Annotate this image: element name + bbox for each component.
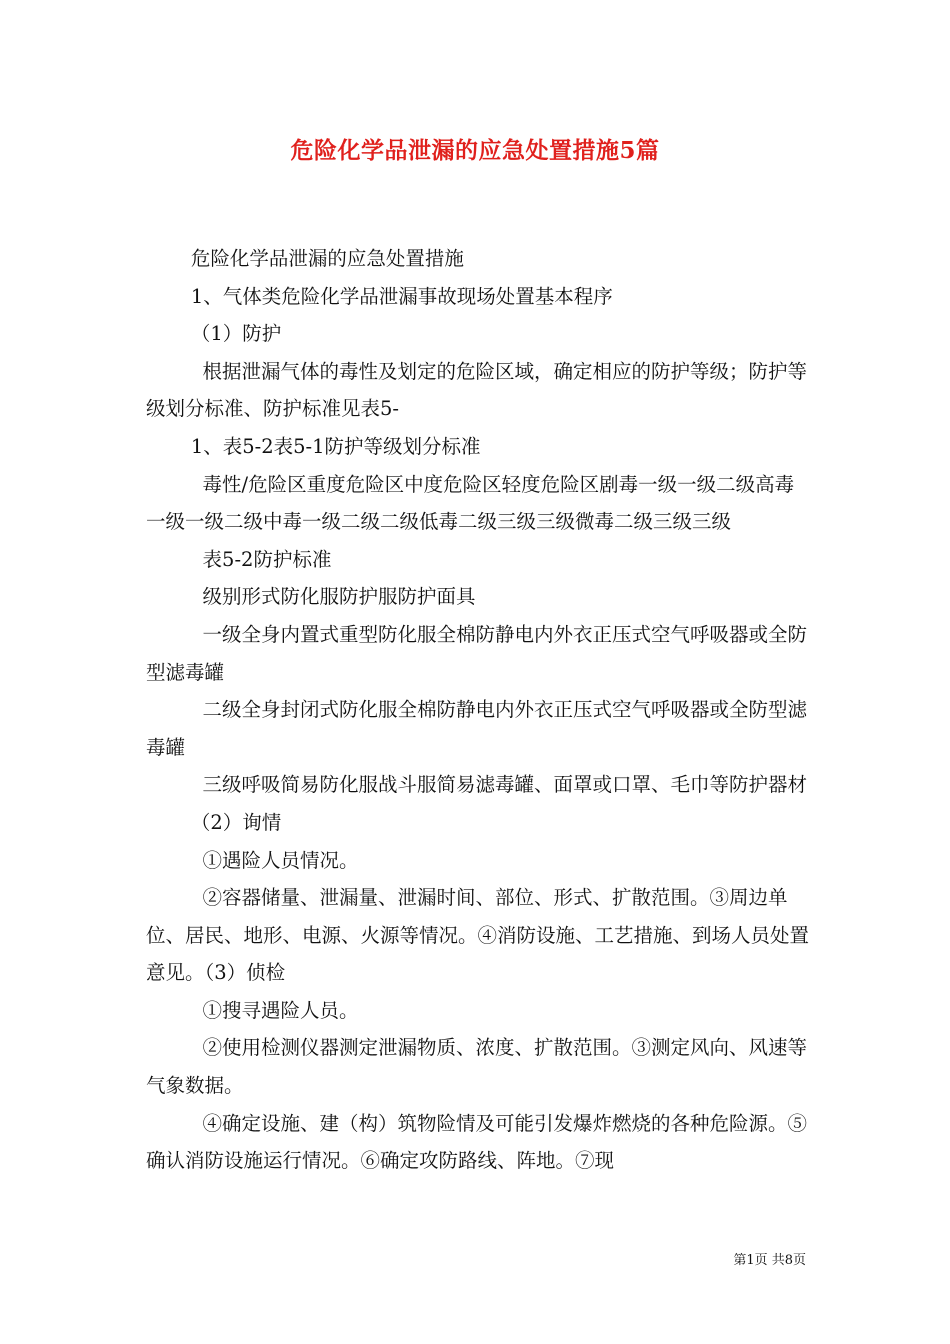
paragraph: ②容器储量、泄漏量、泄漏时间、部位、形式、扩散范围。③周边单位、居民、地形、电源、火源等情况。④消防设施、工艺措施、到场人员处置意见。（3）侦检 bbox=[146, 886, 810, 985]
paragraph: 根据泄漏气体的毒性及划定的危险区域，确定相应的防护等级；防护等级划分标准、防护标准见表5- bbox=[146, 359, 808, 421]
document-body bbox=[146, 240, 810, 1180]
paragraph: ①搜寻遇险人员。 bbox=[202, 998, 359, 1022]
page-number: 第1页 共8页 bbox=[733, 1253, 806, 1268]
paragraph-section-1: 1、气体类危险化学品泄漏事故现场处置基本程序 bbox=[190, 284, 613, 308]
paragraph-subsection-protection: （1）防护 bbox=[190, 322, 282, 346]
paragraph-table-5-1: 毒性/危险区重度危险区中度危险区轻度危险区剧毒一级一级二级高毒一级一级二级中毒一级二级二级低毒二级三级三级微毒二级三级三级 bbox=[146, 472, 795, 534]
paragraph-heading: 危险化学品泄漏的应急处置措施 bbox=[190, 247, 464, 270]
paragraph: ④确定设施、建（构）筑物险情及可能引发爆炸燃烧的各种危险源。⑤确认消防设施运行情况。⑥确定攻防路线、阵地。⑦现 bbox=[146, 1111, 808, 1173]
document-title: 危险化学品泄漏的应急处置措施5篇 bbox=[290, 137, 660, 164]
paragraph: 1、表5-2表5-1防护等级划分标准 bbox=[190, 434, 481, 458]
paragraph-table-header: 级别形式防化服防护服防护面具 bbox=[202, 585, 476, 609]
paragraph: ①遇险人员情况。 bbox=[202, 848, 359, 872]
paragraph-level-3: 三级呼吸简易防化服战斗服简易滤毒罐、面罩或口罩、毛巾等防护器材 bbox=[202, 773, 808, 797]
paragraph-level-1: 一级全身内置式重型防化服全棉防静电内外衣正压式空气呼吸器或全防型滤毒罐 bbox=[146, 622, 808, 684]
paragraph-table-5-2-title: 表5-2防护标准 bbox=[202, 547, 332, 571]
paragraph: ②使用检测仪器测定泄漏物质、浓度、扩散范围。③测定风向、风速等气象数据。 bbox=[146, 1036, 808, 1098]
paragraph-subsection-inquiry: （2）询情 bbox=[190, 810, 282, 834]
paragraph-level-2: 二级全身封闭式防化服全棉防静电内外衣正压式空气呼吸器或全防型滤毒罐 bbox=[146, 698, 808, 759]
